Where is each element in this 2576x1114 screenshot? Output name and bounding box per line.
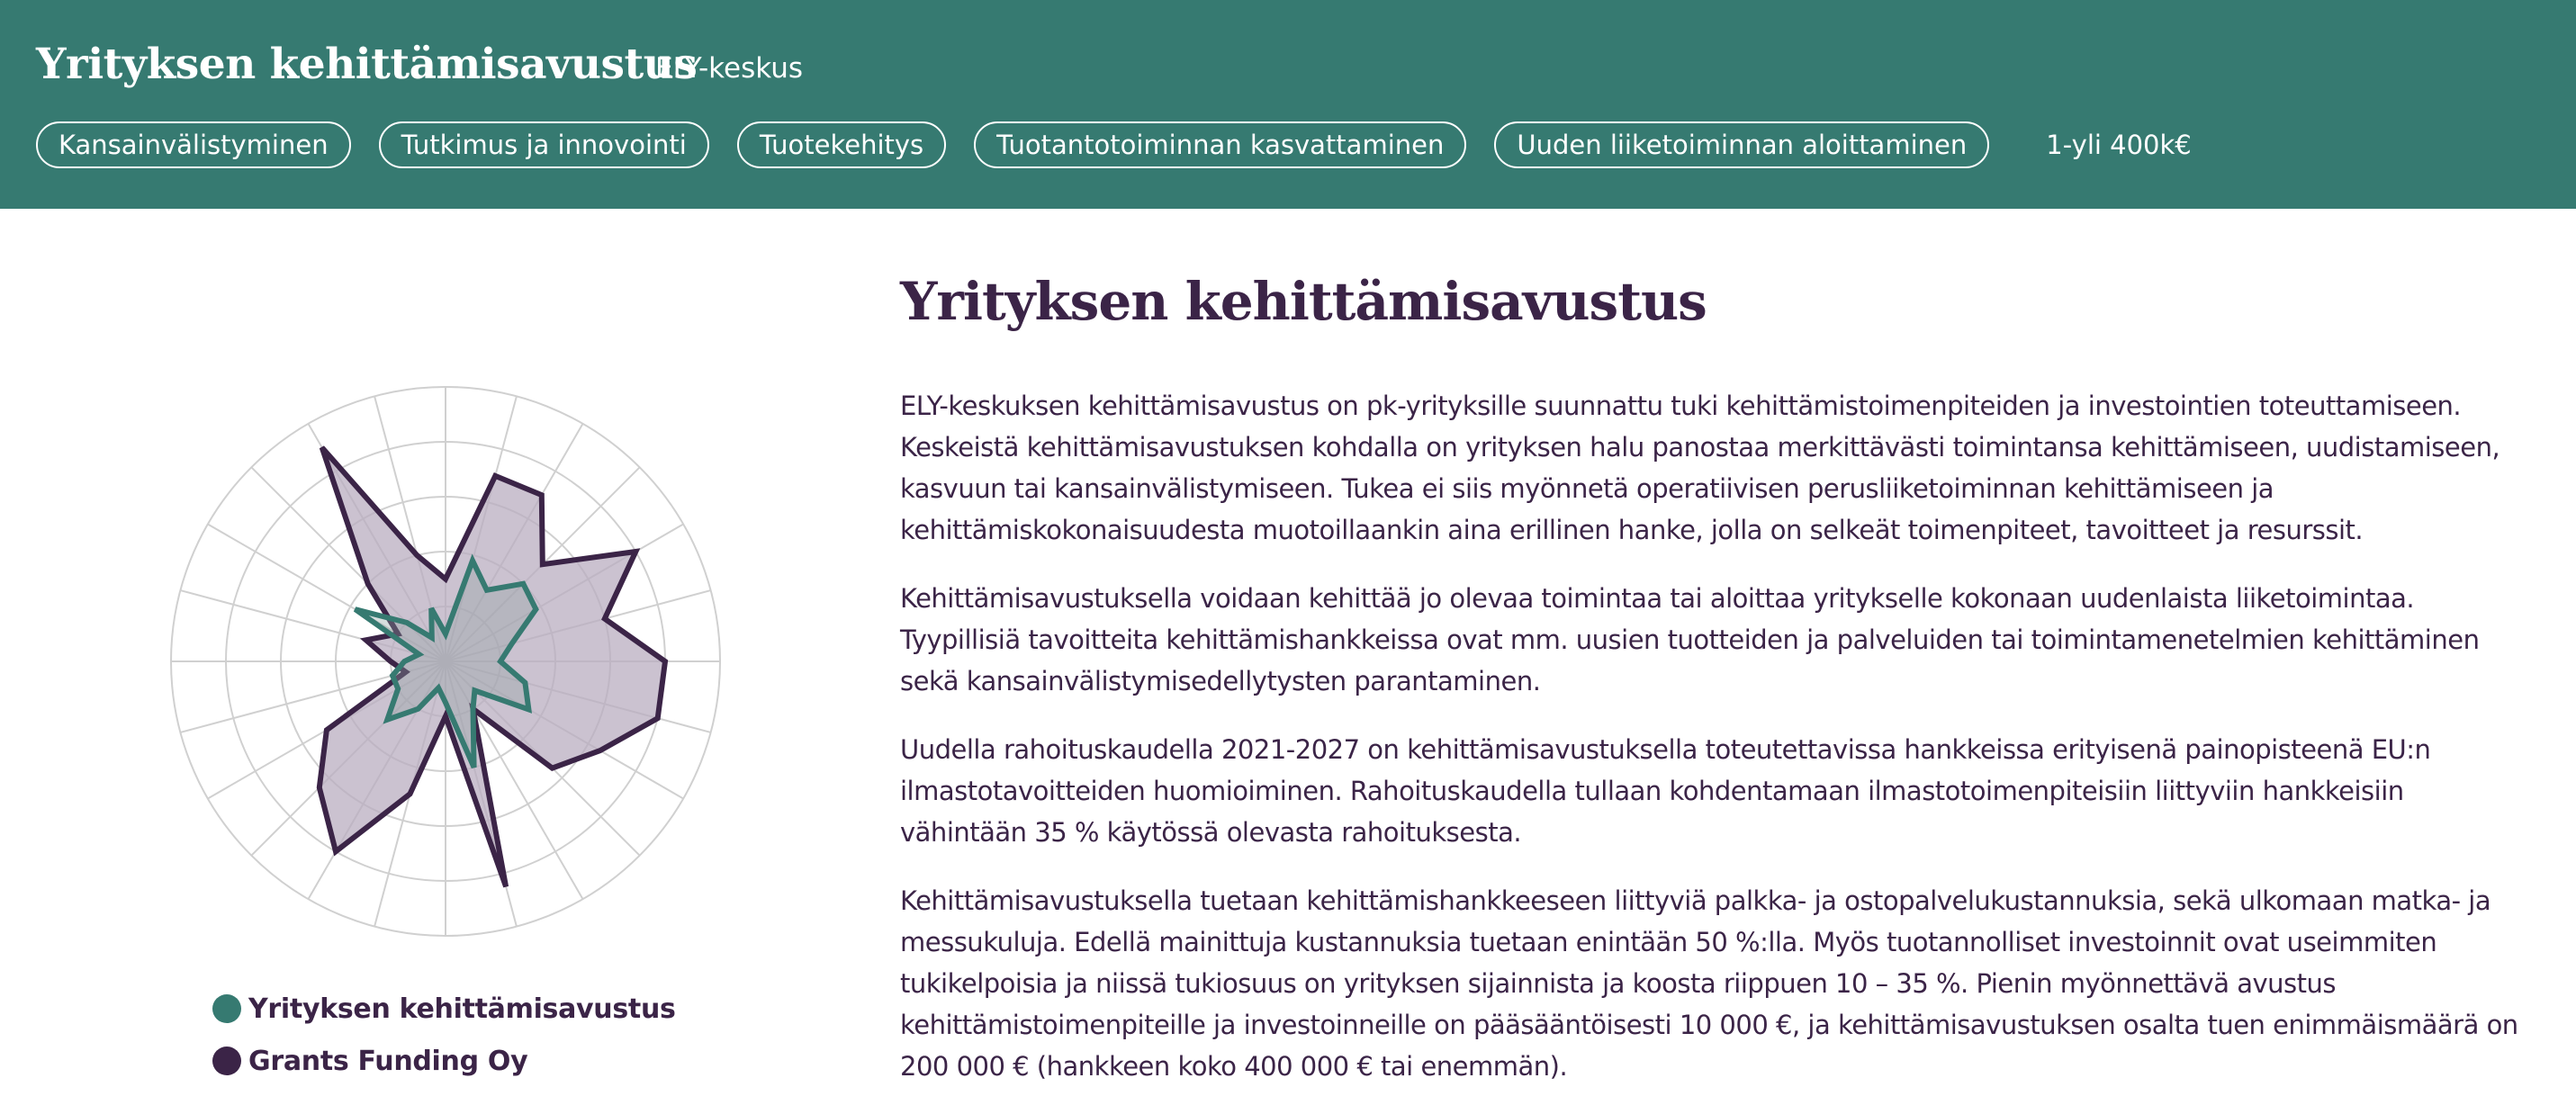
radar-chart-svg [144,360,747,963]
page-title: Yrityksen kehittämisavustus [900,271,1707,332]
tag-kansainvalistyminen[interactable]: Kansainvälistyminen [36,121,351,168]
tag-tuotekehitys[interactable]: Tuotekehitys [737,121,946,168]
paragraph: Kehittämisavustuksella tuetaan kehittämishankkeeseen liittyviä palkka- ja ostopalvelukustannuksia, sekä ulkomaan matka- ja messukuluja. Edellä mainittuja kustannuksia tuetaan enintään 50 %:lla. Myös tuotannolliset investoinnit ovat useimmiten tukikelpoisia ja niissä tukiosuus on yrityksen sijainnista ja koosta riippuen 10 – 35 %. Pienin myönnettävä avustus kehittämistoimenpiteille ja investoinneille on pääsääntöisesti 10 000 €, ja kehittämisavustuksen osalta tuen enimmäismäärä on 200 000 € (hankkeen koko 400 000 € tai enemmän). [900,885,2518,1082]
legend-label: Grants Funding Oy [248,1045,528,1077]
radar-chart [144,360,747,963]
funding-amount: 1-yli 400k€ [2046,130,2192,160]
legend-dot-green [212,994,241,1023]
main-content [900,261,2520,1114]
paragraph: Uudella rahoituskaudella 2021-2027 on kehittämisavustuksella toteutettavissa hankkeissa erityisenä painopisteenä EU:n ilmastotavoitteiden huomioiminen. Rahoituskaudella tullaan kohdentamaan ilmastotoimenpiteisiin liittyviin hankkeisiin vähintään 35 % käytössä olevasta rahoituksesta. [900,734,2431,848]
legend-dot-purple [212,1047,241,1075]
tag-tuotantotoiminnan-kasvattaminen[interactable]: Tuotantotoiminnan kasvattaminen [974,121,1466,168]
paragraph: Kehittämisavustuksella voidaan kehittää jo olevaa toimintaa tai aloittaa yritykselle kokonaan uudenlaista liiketoimintaa. Tyypillisiä tavoitteita kehittämishankkeissa ovat mm. uusien tuotteiden ja palveluiden tai toimintamenetelmien kehittäminen sekä kansainvälistymisedellytysten parantaminen. [900,583,2480,696]
header-subtitle: ELY-keskus [655,52,804,85]
legend-item-yrityksen-kehittamisavustus[interactable] [212,983,676,1035]
tag-uuden-liiketoiminnan-aloittaminen[interactable]: Uuden liiketoiminnan aloittaminen [1494,121,1989,168]
tag-row [36,121,2192,168]
legend-item-grants-funding-oy[interactable] [212,1035,676,1087]
chart-legend [212,983,676,1087]
top-header [0,0,2576,209]
paragraph: ELY-keskuksen kehittämisavustus on pk-yrityksille suunnattu tuki kehittämistoimenpiteiden ja investointien toteuttamiseen. Keskeistä kehittämisavustuksen kohdalla on yrityksen halu panostaa merkittävästi toimintansa kehittämiseen, uudistamiseen, kasvuun tai kansainvälistymiseen. Tukea ei siis myönnetä operatiivisen perusliiketoiminnan kehittämiseen ja kehittämiskokonaisuudesta muotoillaankin aina erillinen hanke, jolla on selkeät toimenpiteet, tavoitteet ja resurssit. [900,391,2500,545]
legend-label: Yrityksen kehittämisavustus [248,993,676,1025]
header-title: Yrityksen kehittämisavustus [36,40,698,89]
tag-tutkimus-ja-innovointi[interactable]: Tutkimus ja innovointi [379,121,709,168]
